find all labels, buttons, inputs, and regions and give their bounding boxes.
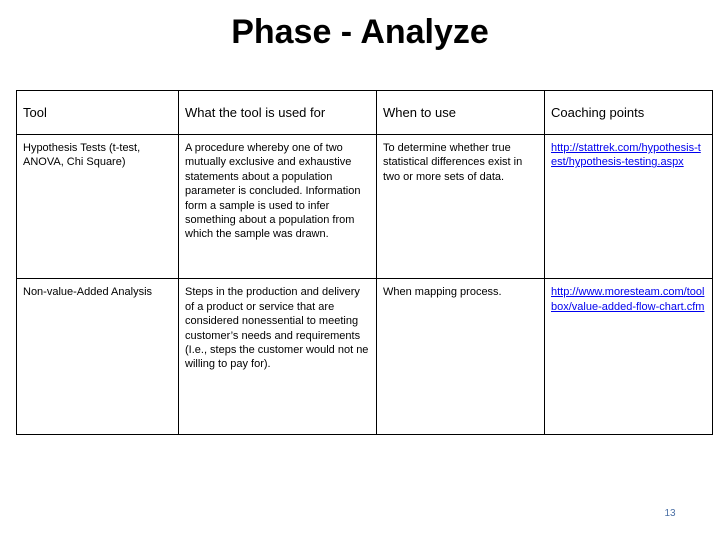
cell-tool: Non-value-Added Analysis [17,279,179,435]
table-row [17,135,713,279]
table-row [17,279,713,435]
cell-when-to-use: To determine whether true statistical differences exist in two or more sets of data. [377,135,545,279]
header-coaching-points: Coaching points [545,91,713,135]
analyze-tools-table [16,90,713,435]
cell-coaching-points [545,279,713,435]
coaching-link[interactable]: http://www.moresteam.com/toolbox/value-added-flow-chart.cfm [551,286,705,313]
cell-tool: Hypothesis Tests (t-test, ANOVA, Chi Square) [17,135,179,279]
table-header-row [17,91,713,135]
cell-coaching-points [545,135,713,279]
header-used-for: What the tool is used for [179,91,377,135]
header-tool: Tool [17,91,179,135]
page-number: 13 [664,508,676,519]
coaching-link[interactable]: http://stattrek.com/hypothesis-test/hypothesis-testing.aspx [551,142,701,169]
page-title: Phase - Analyze [231,13,489,51]
cell-when-to-use: When mapping process. [377,279,545,435]
header-when-to-use: When to use [377,91,545,135]
cell-used-for: A procedure whereby one of two mutually exclusive and exhaustive statements about a population parameter is concluded. Information form a sample is used to infer something about a population from which the sample was drawn. [179,135,377,279]
cell-used-for: Steps in the production and delivery of a product or service that are considered nonessential to meeting customer’s needs and requirements (I.e., steps the customer would not ne willing to pay for). [179,279,377,435]
